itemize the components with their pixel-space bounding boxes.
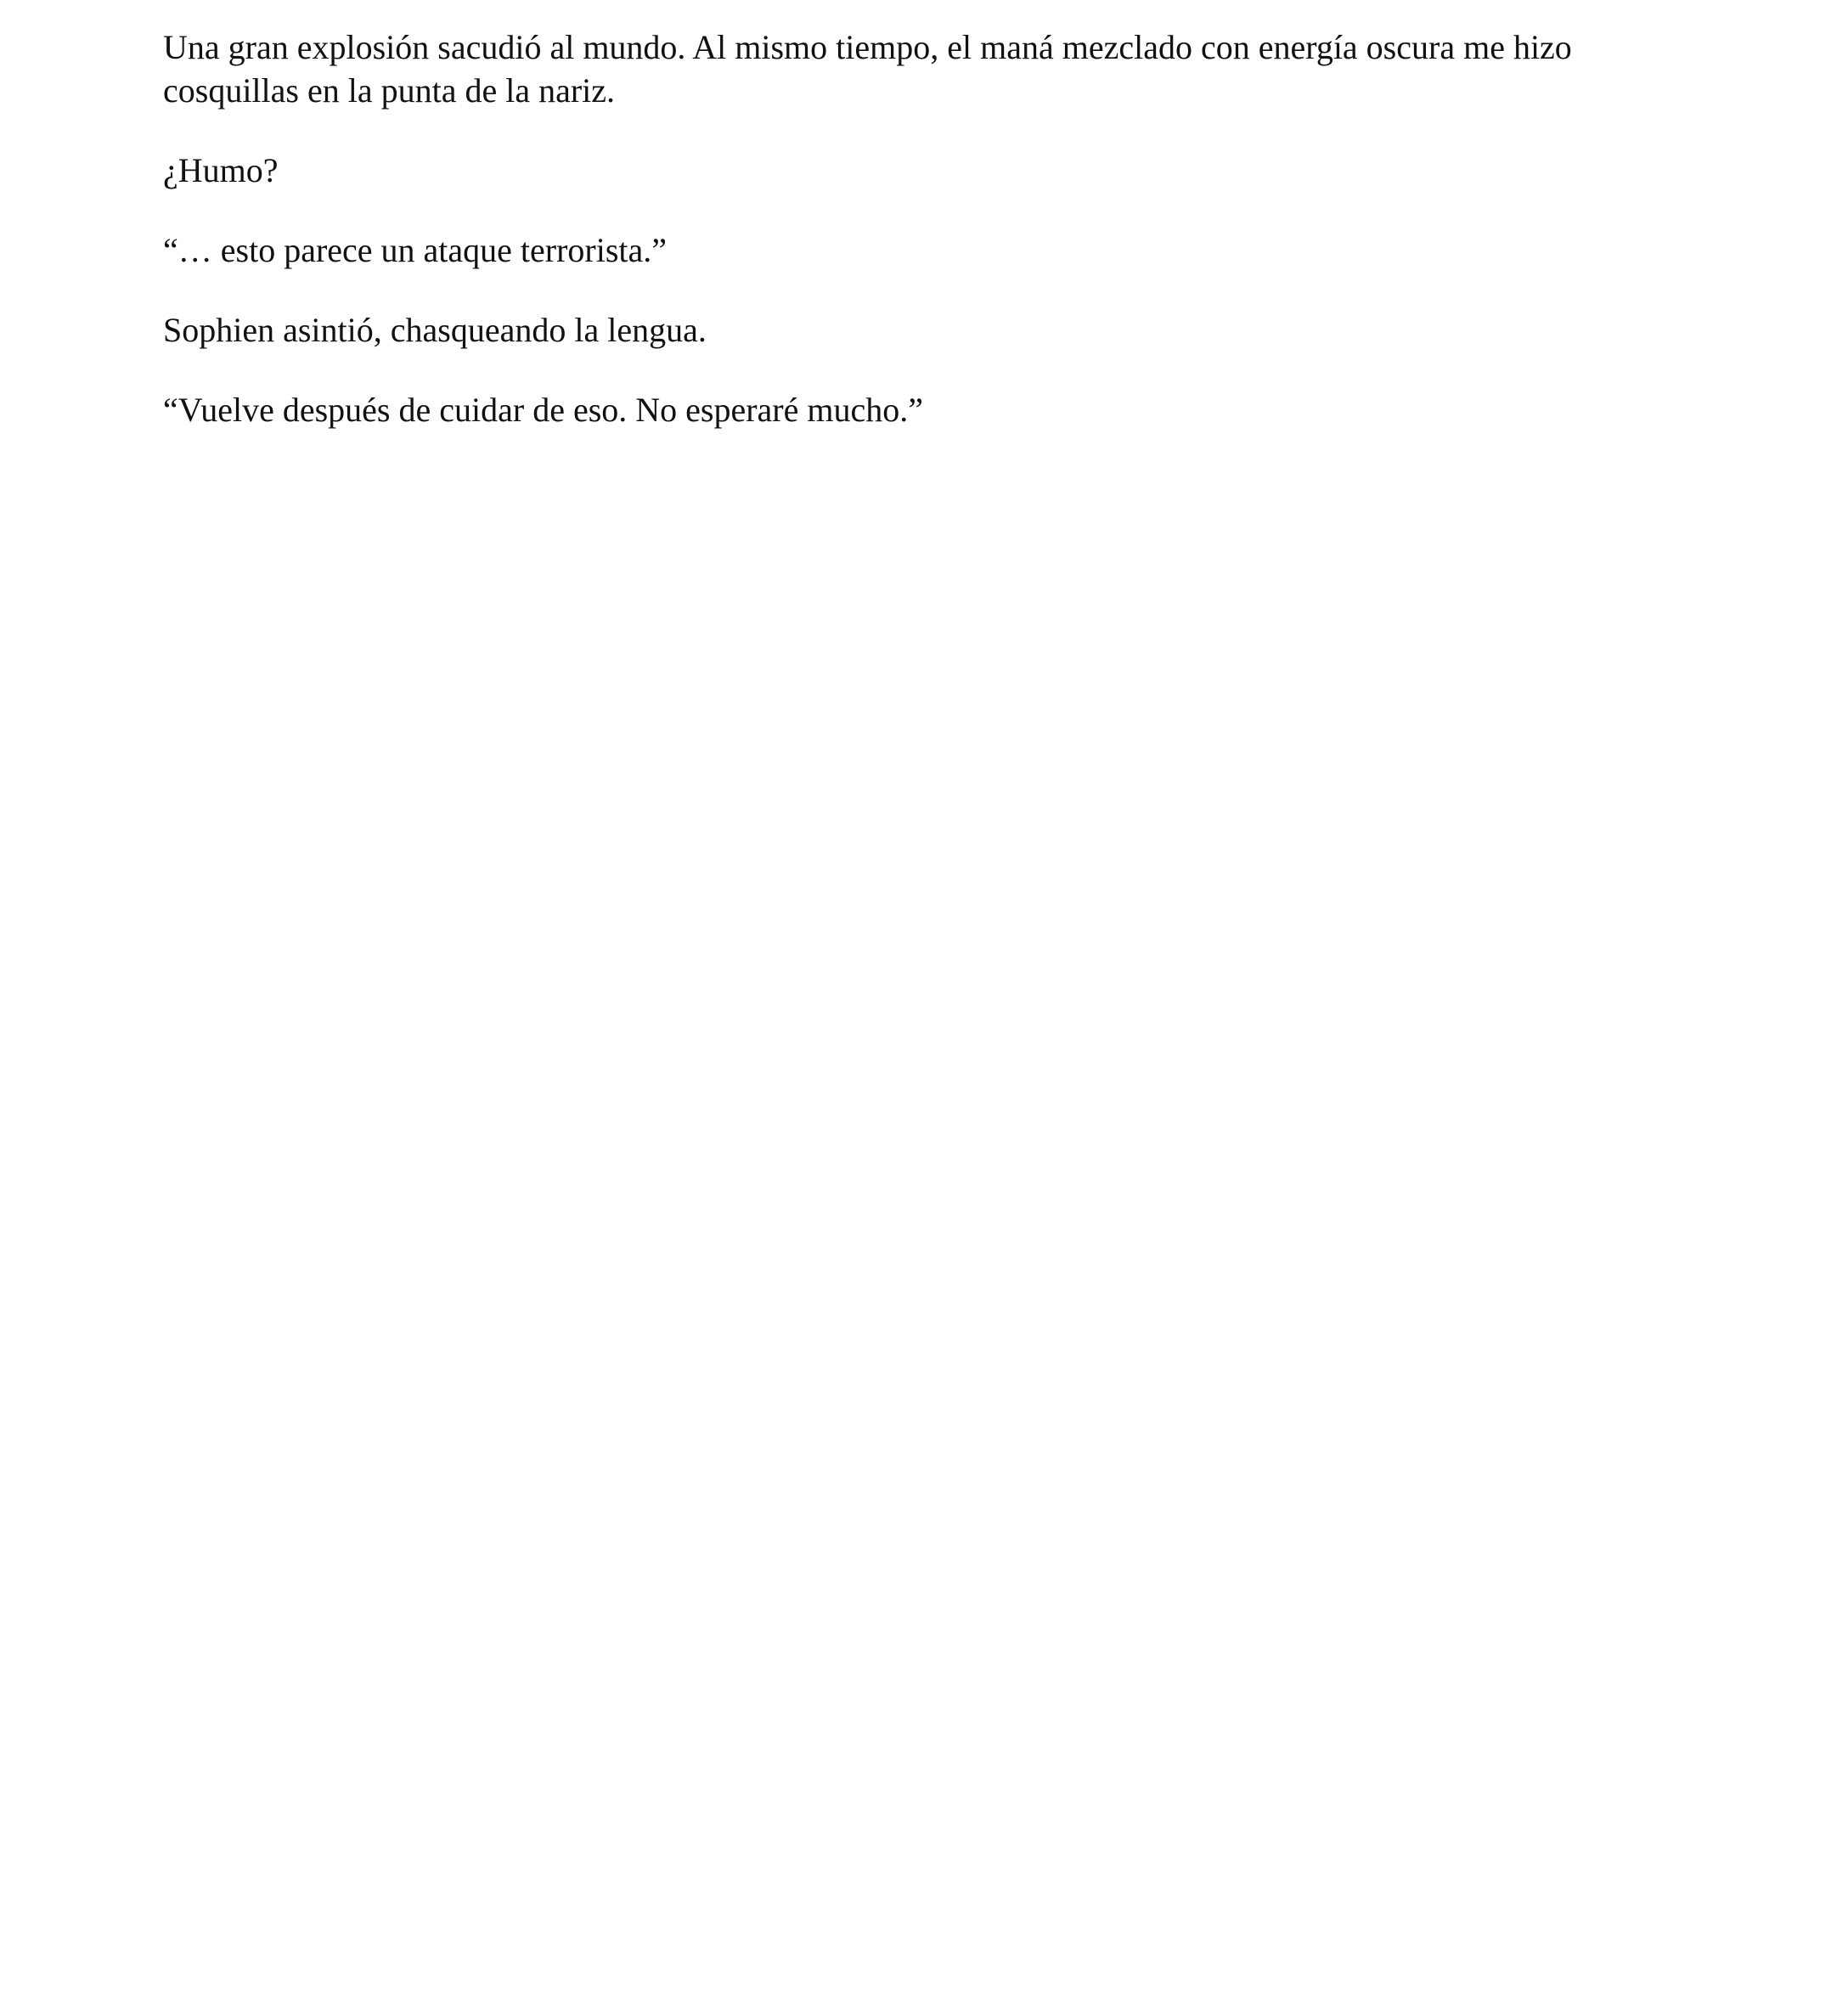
paragraph-sophien-nodded: Sophien asintió, chasqueando la lengua. [163,311,707,349]
paragraph-explosion: Una gran explosión sacudió al mundo. Al mismo tiempo, el maná mezclado con energía oscura me hizo cosquillas en la punta de la nariz. [163,28,1572,110]
paragraph-terrorist-attack: “… esto parece un ataque terrorista.” [163,231,668,269]
paragraph-come-back: “Vuelve después de cuidar de eso. No esperaré mucho.” [163,391,923,429]
paragraph-smoke-question: ¿Humo? [163,151,279,189]
document-body [163,25,1692,431]
